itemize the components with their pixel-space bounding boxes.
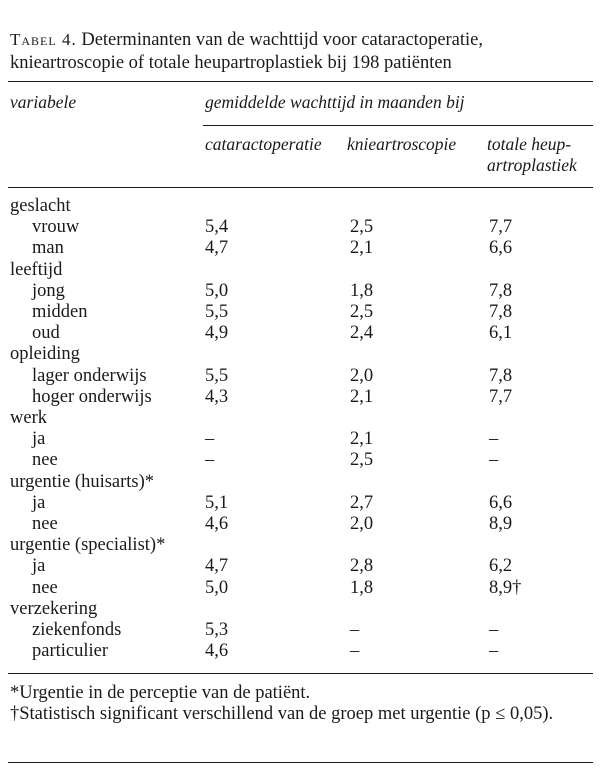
row-label: ziekenfonds	[32, 620, 122, 640]
row-label: midden	[32, 302, 88, 322]
row-label: ja	[32, 492, 46, 513]
row-label: man	[32, 238, 64, 259]
table-cell: 2,0	[350, 514, 374, 534]
row-group-label: werk	[10, 408, 47, 428]
table-cell: 1,8	[350, 577, 374, 598]
row-group-label: geslacht	[10, 196, 71, 216]
table-cell: 1,8	[350, 280, 374, 301]
row-label: ja	[32, 556, 46, 577]
table-cell: 5,1	[205, 492, 229, 513]
row-label: jong	[32, 280, 65, 301]
row-label: nee	[32, 514, 58, 534]
row-group-label: urgentie (specialist)*	[10, 535, 166, 556]
table-cell: 2,5	[350, 450, 374, 471]
table-cell: 5,5	[205, 302, 229, 322]
header-variable: variabele	[10, 92, 77, 112]
table-cell: 2,5	[350, 217, 374, 238]
bottom-rule	[8, 762, 593, 763]
row-label: hoger onderwijs	[32, 386, 152, 407]
row-group-label: urgentie (huisarts)*	[10, 471, 155, 492]
table-cell: 6,6	[489, 492, 513, 513]
row-label: nee	[32, 577, 58, 598]
row-label: lager onderwijs	[32, 365, 147, 386]
row-label: particulier	[32, 641, 109, 662]
row-label: nee	[32, 450, 58, 471]
table-cell: 6,6	[489, 238, 513, 259]
table-cell: 4,7	[205, 238, 229, 259]
header-bottom-rule	[8, 187, 593, 188]
table-cell: –	[489, 620, 499, 640]
header-col-knee: knieartroscopie	[347, 134, 457, 154]
table-cell: –	[489, 429, 499, 450]
table-cell: 5,0	[205, 577, 229, 598]
row-label: ja	[32, 429, 46, 450]
row-group-label: leeftijd	[10, 259, 63, 280]
table-cell: 7,8	[489, 280, 513, 301]
table-cell: 7,7	[489, 386, 513, 407]
header-group: gemiddelde wachttijd in maanden bij	[205, 92, 465, 112]
table-cell: 4,3	[205, 386, 229, 407]
table-title: Determinanten van de wachttijd voor cataractoperatie, knieartroscopie of totale heupartroplastiek bij 198 patiënten	[10, 30, 484, 73]
footnote-dagger: †Statistisch significant verschillend van de groep met urgentie (p ≤ 0,05).	[10, 704, 554, 724]
table-cell: 2,7	[350, 492, 374, 513]
table-cell: 7,8	[489, 365, 513, 386]
table-cell: 8,9†	[489, 577, 522, 598]
table-cell: –	[350, 620, 360, 640]
header-col-hip: totale heup-artroplastiek	[487, 134, 577, 175]
table-cell: 8,9	[489, 514, 513, 534]
table-cell: 4,9	[205, 323, 229, 344]
table-cell: 2,4	[350, 323, 374, 344]
table-cell: –	[350, 641, 360, 662]
table-cell: 4,6	[205, 514, 229, 534]
table-cell: 5,5	[205, 365, 229, 386]
footnote-star: *Urgentie in de perceptie van de patiënt.	[10, 683, 311, 703]
table-cell: 6,1	[489, 323, 513, 344]
table-cell: 6,2	[489, 556, 513, 577]
table-caption	[10, 28, 595, 75]
header-col-cataract: cataractoperatie	[205, 134, 322, 154]
table-cell: 2,1	[350, 238, 374, 259]
table-cell: –	[205, 429, 215, 450]
table-cell: 2,8	[350, 556, 374, 577]
table-cell: –	[489, 641, 499, 662]
table-cell: 2,5	[350, 302, 374, 322]
group-rule	[203, 125, 593, 126]
table-cell: 5,4	[205, 217, 229, 238]
row-group-label: opleiding	[10, 344, 80, 365]
table-cell: 4,6	[205, 641, 229, 662]
row-label: vrouw	[32, 217, 80, 238]
table-cell: 2,1	[350, 386, 374, 407]
row-group-label: verzekering	[10, 598, 98, 619]
table-cell: 4,7	[205, 556, 229, 577]
table-cell: –	[489, 450, 499, 471]
table-number: Tabel 4.	[10, 30, 77, 49]
table-bottom-rule	[8, 673, 593, 674]
top-rule	[8, 81, 593, 82]
table-cell: –	[205, 450, 215, 471]
table-cell: 5,0	[205, 280, 229, 301]
table-cell: 7,7	[489, 217, 513, 238]
table-cell: 2,1	[350, 429, 374, 450]
table-cell: 7,8	[489, 302, 513, 322]
table-cell: 5,3	[205, 620, 229, 640]
row-label: oud	[32, 323, 60, 344]
table-cell: 2,0	[350, 365, 374, 386]
